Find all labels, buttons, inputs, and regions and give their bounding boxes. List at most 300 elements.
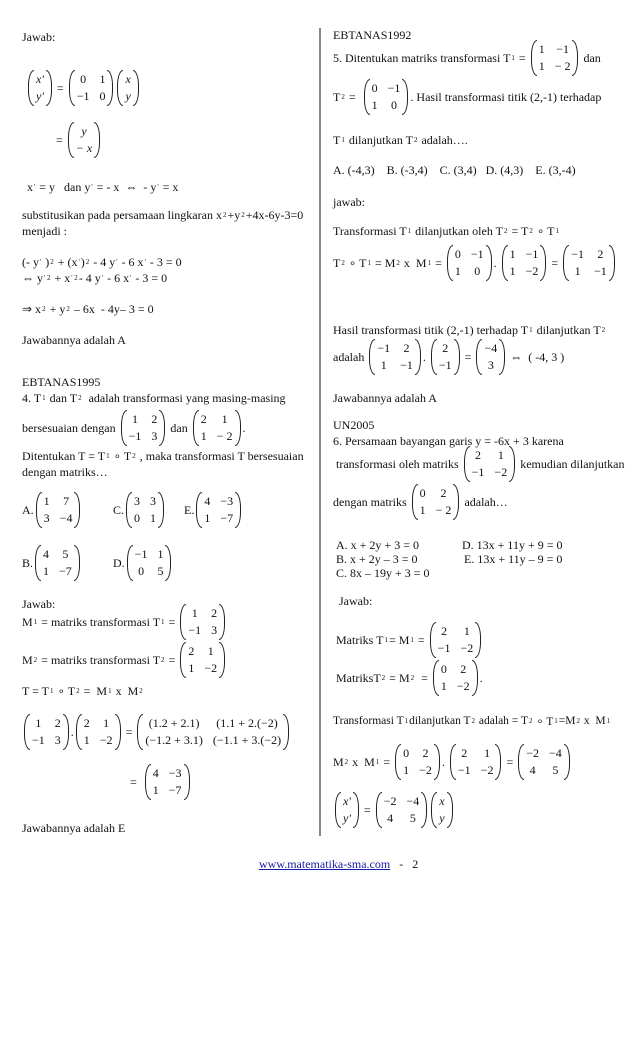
matrix-cell: 1 [538,42,545,56]
matrix-grid [453,245,486,281]
text-segment: = [515,50,529,65]
superscript: ' [91,183,93,191]
matrix-cell: 0 [403,746,410,760]
text-segment: adalah = T [476,715,528,727]
right-paren [486,245,492,281]
matrix-cell: −2 [526,746,540,760]
subscript: 2 [576,717,580,725]
matrix-grid [569,245,609,281]
right-paren [453,484,459,520]
answer-label [339,579,372,623]
text-segment: C. 8x – 19y + 3 = 0 [336,565,430,580]
matrix-cell: 2 [54,716,61,730]
matrix [137,714,289,750]
text-segment: = M [386,670,410,685]
matrix-cell: 1 [83,733,90,747]
subscript: 1 [367,259,371,267]
matrix-cell: −2 [419,763,432,777]
text-segment: T [333,89,341,104]
text-segment: = matriks transformasi T [38,652,161,667]
question-text [333,75,601,119]
text-segment: T = T [22,683,49,698]
text-segment: = [53,80,67,95]
right-paren [540,245,546,281]
matrix [127,545,172,581]
answer-statement [22,318,126,362]
matrix [36,492,81,528]
matrix-cell: −1 [32,733,45,747]
matrix-cell: −4 [406,794,420,808]
text-segment: dilanjutkan T [409,715,471,727]
matrix [476,339,505,375]
matrix-cell: 0 [99,89,106,103]
subscript: 1 [375,758,380,766]
text-segment: ∘ T [110,448,132,463]
matrix-cell: 1 [35,716,42,730]
subscript: 1 [427,259,432,267]
matrix [433,660,478,696]
matrix-cell: 0 [454,247,461,261]
matrix-grid [74,122,94,158]
matrix-grid [42,492,75,528]
matrix-grid [524,744,564,780]
text-segment: x M [400,255,427,270]
subscript: 2 [601,326,606,334]
matrix-cell: (1.1 + 2.(−2) [216,716,278,730]
text-segment: adalah [333,349,368,364]
matrix-cell: 5 [157,564,164,578]
matrix-grid [186,642,219,678]
subscript: 1 [554,717,558,725]
subscript: 1 [407,227,412,235]
matrix-grid [456,744,496,780]
text-segment: bersesuaian dengan [22,420,119,435]
text-segment: E. [184,502,195,517]
subscript: 1 [529,326,533,334]
matrix-cell: −1 [556,42,569,56]
composition-line [22,669,144,713]
matrix-cell: −7 [168,783,182,797]
text-segment: . Hasil transformasi titik (2,-1) terhadap [410,89,602,104]
text-segment: ⇒ x [22,301,42,316]
text-segment: Jawabannya adalah E [22,820,126,835]
text-segment: + x [51,270,71,285]
matrix-cell: − 2 [216,429,233,443]
matrix-grid [370,79,403,115]
subscript: 2 [344,758,349,766]
text-segment: . [242,420,246,435]
matrix-cell: 0 [134,511,141,525]
matrix-grid [82,714,115,750]
matrix [364,79,409,115]
text-segment: = M [388,632,410,647]
text-segment: dan [167,420,191,435]
matrix-cell: x [439,794,445,808]
matrix-cell: y [439,811,445,825]
matrix-cell: 1 [403,763,410,777]
right-paren [115,714,121,750]
text-segment: B. [22,555,34,570]
subscript: 1 [606,717,611,725]
text-segment: C. [113,502,125,517]
subscript: 2 [471,717,476,725]
right-paren [609,245,615,281]
matrix-grid [508,245,541,281]
matrix-cell: 1 [538,59,545,73]
text-segment: - 3 = 0 [132,270,168,285]
matrix [117,70,138,106]
right-paren [219,642,225,678]
matrix-grid [401,744,434,780]
matrix-cell: −1 [571,247,584,261]
matrix-cell: 1 [191,606,198,620]
text-segment: ∘ T [54,683,76,698]
text-segment: adalah transformasi yang masing-masing [82,390,286,405]
option-b [22,541,82,585]
subscript: 1 [404,717,409,725]
text-segment: 4. T [22,390,42,405]
right-paren [74,545,80,581]
right-paren [454,339,460,375]
subscript: 2 [132,452,136,460]
matrix-cell: −2 [525,264,539,278]
matrix-product [333,740,572,784]
matrix-cell: 1 [99,72,106,86]
text-segment: = [56,132,66,147]
subscript: 1 [511,54,515,62]
text-segment: transformasi oleh matriks [333,456,462,471]
text-segment: EBTANAS1992 [333,27,412,42]
matrix-cell: y [125,89,131,103]
matrix-cell: 5 [552,763,559,777]
text-segment: =M [558,715,576,727]
matrix-grid [30,714,63,750]
subscript: 1 [410,636,414,644]
matrix-equation [26,66,141,110]
text-segment: MatriksT [336,670,381,685]
text-segment: Matriks T [336,632,384,647]
matrix-cell: x' [36,72,44,86]
text-segment: - 6 x [118,254,144,269]
text-segment: D. 13x + 11y + 9 = 0 [462,537,563,552]
superscript: ' [78,258,80,266]
matrix-cell: 1 [207,644,214,658]
matrix-grid [382,792,422,828]
text-segment: = [165,652,179,667]
matrix-cell: 1 [103,716,110,730]
m2-definition [336,656,483,700]
option-c [113,488,166,532]
right-paren [184,764,190,800]
subscript: 2 [381,674,386,682]
matrix-cell: (−1.2 + 3.1) [145,733,203,747]
matrix-cell: 2 [422,746,429,760]
website-link[interactable]: www.matematika-sma.com [259,857,391,871]
matrix-cell: 1 [454,264,461,278]
text-segment: ) [42,254,50,269]
subscript: 1 [106,452,110,460]
matrix-cell: −1 [400,358,413,372]
text-segment: dilanjutkan oleh T [412,223,503,238]
matrix-cell: 1 [380,358,387,372]
text-segment: adalah…. [418,132,468,147]
subscript: 1 [384,636,388,644]
text-segment: x [27,179,33,194]
matrix-cell: −1 [593,264,607,278]
matrix-grid [186,604,219,640]
text-segment: M [22,652,33,667]
matrix-cell: 2 [200,412,207,426]
matrix-cell: 3 [211,623,218,637]
matrix [376,792,428,828]
text-segment: Jawab: [22,29,56,44]
matrix-cell: −7 [220,511,234,525]
text-segment: menjadi : [22,223,67,238]
matrix [126,492,164,528]
right-paren [434,744,440,780]
text-segment: + (x [54,254,78,269]
matrix-cell: −1 [471,465,485,479]
text-segment: ∘ T [533,716,554,728]
matrix-cell: (1.2 + 2.1) [148,716,200,730]
matrix-cell: − x [75,141,93,155]
subscript: 2 [410,674,415,682]
matrix-cell: 0 [138,564,145,578]
right-paren [495,744,501,780]
text-segment: Transformasi T [333,715,404,727]
right-paren [158,492,164,528]
matrix-grid [143,714,283,750]
matrix-cell: −3 [220,494,234,508]
superscript: 2 [42,305,46,313]
matrix-cell: −1 [457,763,471,777]
text-segment: - 3 = 0 [146,254,182,269]
matrix-cell: 2 [83,716,90,730]
text-segment: adalah… [461,494,508,509]
matrix-cell: −2 [480,763,494,777]
text-segment: Transformasi T [333,223,407,238]
matrix-cell: 1 [419,503,426,517]
text-segment: x M [580,715,606,727]
matrix [68,122,100,158]
matrix [35,545,80,581]
matrix [430,622,482,658]
text-segment: ) [80,254,85,269]
superscript: ' [157,183,159,191]
matrix [180,604,225,640]
matrix-cell: 2 [461,746,468,760]
matrix-grid [437,339,454,375]
text-segment: A. x + 2y + 3 = 0 [336,537,419,552]
matrix-cell: −1 [525,247,539,261]
matrix-cell: 4 [529,763,536,777]
subscript: 2 [341,93,345,101]
text-segment: = matriks transformasi T [38,614,161,629]
text-segment: x M [349,754,375,769]
matrix-cell: 2 [441,624,448,638]
text-segment: x M [112,683,139,698]
right-paren [475,622,481,658]
text-segment: E. 13x + 11y – 9 = 0 [464,551,563,566]
matrix-cell: 2 [151,412,158,426]
matrix [196,492,241,528]
matrix [531,40,579,76]
matrix-cell: 1 [509,264,516,278]
matrix-cell: 1 [200,429,207,443]
matrix-cell: 1 [509,247,516,261]
subscript: 1 [33,618,38,626]
text-segment: ∘ T [533,223,555,238]
matrix-cell: 1 [43,494,50,508]
matrix-grid [41,545,74,581]
right-paren [572,40,578,76]
matrix-cell: 1 [152,783,159,797]
matrix-cell: −1 [188,623,202,637]
text-segment: T [333,132,341,147]
text-segment: 5. Ditentukan matriks transformasi T [333,50,511,65]
subscript: 2 [396,259,400,267]
text-segment: = [380,754,394,769]
matrix-grid [470,446,510,482]
text-segment: dilanjutkan T [533,322,601,337]
right-paren [46,70,52,106]
text-segment: kemudian dilanjutkan [517,456,625,471]
subscript: 2 [341,259,345,267]
matrix-cell: x' [343,794,351,808]
page-number: 2 [412,857,419,871]
matrix-cell: −2 [456,679,470,693]
matrix-cell: 0 [391,98,398,112]
matrix-cell: 4 [204,494,211,508]
text-segment: B. x + 2y – 3 = 0 [336,551,418,566]
question-text [333,36,601,80]
page-footer [253,842,418,872]
superscript: ' [101,274,104,282]
matrix-cell: 3 [487,358,494,372]
matrix-cell: 0 [419,486,426,500]
matrix-cell: 5 [62,547,69,561]
matrix-cell: −4 [59,511,73,525]
text-segment: jawab: [333,194,365,209]
matrix-cell: 0 [371,81,378,95]
option-e [184,488,243,532]
matrix-grid [537,40,573,76]
matrix [180,642,225,678]
text-segment: M [22,614,33,629]
text-segment: , maka transformasi T bersesuaian [136,448,304,463]
text-segment: +4x-6y-3=0 [245,207,304,222]
matrix-cell: 2 [475,448,482,462]
text-segment: = M [80,683,108,698]
right-paren [94,122,100,158]
text-segment: 6. Persamaan bayangan garis y = -6x + 3 karena [333,433,564,448]
text-segment: = [415,670,431,685]
text-segment: substitusikan pada persamaan lingkaran x [22,207,222,222]
matrix-cell: − 2 [554,59,571,73]
matrix-cell: 3 [134,494,141,508]
matrix [412,484,460,520]
text-segment: = [461,349,475,364]
text-segment: = [503,754,517,769]
matrix [563,245,615,281]
matrix [518,744,570,780]
matrix [431,792,452,828]
text-segment: dan [580,50,601,65]
matrix-cell: −1 [438,358,452,372]
right-paren [235,492,241,528]
superscript: ' [130,274,132,282]
right-paren [74,492,80,528]
right-paren [402,79,408,115]
right-paren [353,792,359,828]
text-segment: = [548,255,562,270]
matrix-cell: −2 [460,641,474,655]
matrix [24,714,69,750]
subscript: 2 [33,656,38,664]
text-segment: = [432,255,445,270]
matrix-cell: 1 [484,746,491,760]
text-segment: = [122,724,136,739]
right-paren [472,660,478,696]
matrix [464,446,516,482]
matrix-cell: y' [343,811,351,825]
text-segment: Jawabannya adalah A [333,390,437,405]
matrix-cell: − 2 [435,503,452,517]
matrix-cell: 2 [403,341,410,355]
matrix-grid [436,622,476,658]
matrix-cell: 3 [151,429,158,443]
subscript: 2 [503,227,508,235]
subscript: 2 [78,394,82,402]
matrix-cell: 0 [474,264,481,278]
text-segment: A. (-4,3) B. (-3,4) C. (3,4) D. (4,3) E. (3,-4) [333,162,576,177]
matrix-cell: −1 [470,247,484,261]
matrix-cell: 1 [497,448,504,462]
right-paren [415,339,421,375]
matrix-product [333,241,617,285]
matrix-cell: 1 [132,412,139,426]
text-segment: = - x ⇔ - y [93,179,157,194]
subscript: 1 [108,687,112,695]
superscript: 2 [50,258,54,266]
text-segment: = [165,614,179,629]
superscript: 2 [222,211,227,219]
matrix-cell: −1 [134,547,148,561]
matrix-grid [375,339,415,375]
matrix-cell: −1 [377,341,391,355]
text-segment: dengan matriks [333,494,410,509]
matrix-cell: (−1.1 + 3.(−2) [212,733,282,747]
matrix-grid [132,492,158,528]
matrix-cell: 2 [211,606,218,620]
answer-statement [22,806,125,850]
text-segment: - 6 x [104,270,130,285]
text-segment: = x [159,179,179,194]
matrix-cell: 7 [63,494,70,508]
matrix-grid [437,792,446,828]
matrix-cell: 1 [157,547,164,561]
text-segment: = [360,802,374,817]
superscript: 2 [241,211,245,219]
subscript: 1 [50,687,54,695]
matrix-cell: −2 [204,661,218,675]
text-segment: Ditentukan T = T [22,448,106,463]
text-segment: T [333,255,341,270]
matrix-cell: −1 [437,641,451,655]
text-segment: = M [371,255,396,270]
text-segment: dengan matriks… [22,464,108,479]
text-segment: Jawabannya adalah A [22,332,126,347]
